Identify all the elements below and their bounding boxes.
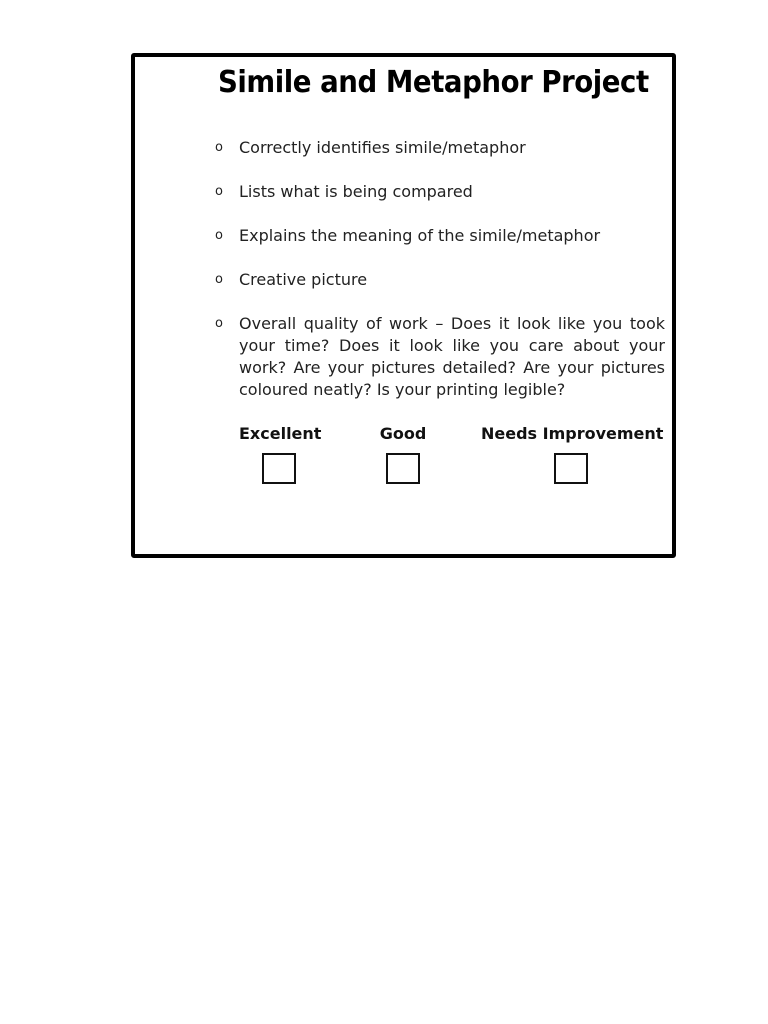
criteria-list: [215, 137, 665, 423]
rubric-title: Simile and Metaphor Project: [218, 65, 649, 100]
criterion-text: Correctly identifies simile/metaphor: [239, 138, 526, 157]
criterion-text: Lists what is being compared: [239, 182, 473, 201]
bullet-icon: o: [215, 316, 223, 331]
criterion-text: Explains the meaning of the simile/metaphor: [239, 226, 601, 245]
bullet-icon: o: [215, 184, 223, 199]
rubric-card: [131, 53, 676, 558]
needs-improvement-checkbox[interactable]: [554, 453, 588, 484]
criterion-text: Creative picture: [239, 270, 368, 289]
rating-scale: [215, 423, 675, 493]
criterion-item: [215, 225, 665, 247]
rating-label-good: Good: [379, 424, 427, 443]
criterion-item: [215, 313, 665, 401]
rating-label-needs-improvement: Needs Improvement: [481, 424, 664, 443]
good-checkbox[interactable]: [386, 453, 420, 484]
rating-good: [371, 423, 435, 484]
rating-needs-improvement: [481, 423, 664, 484]
bullet-icon: o: [215, 140, 223, 155]
criterion-text: Overall quality of work – Does it look like you took your time? Does it look like you care about your work? Are your pictures detailed? Are your pictures coloured neatly? Is your printing legible?: [239, 314, 665, 399]
criterion-item: [215, 269, 665, 291]
excellent-checkbox[interactable]: [262, 453, 296, 484]
bullet-icon: o: [215, 228, 223, 243]
criterion-item: [215, 137, 665, 159]
bullet-icon: o: [215, 272, 223, 287]
rating-label-excellent: Excellent: [239, 424, 322, 443]
criterion-item: [215, 181, 665, 203]
rating-excellent: [239, 423, 322, 484]
